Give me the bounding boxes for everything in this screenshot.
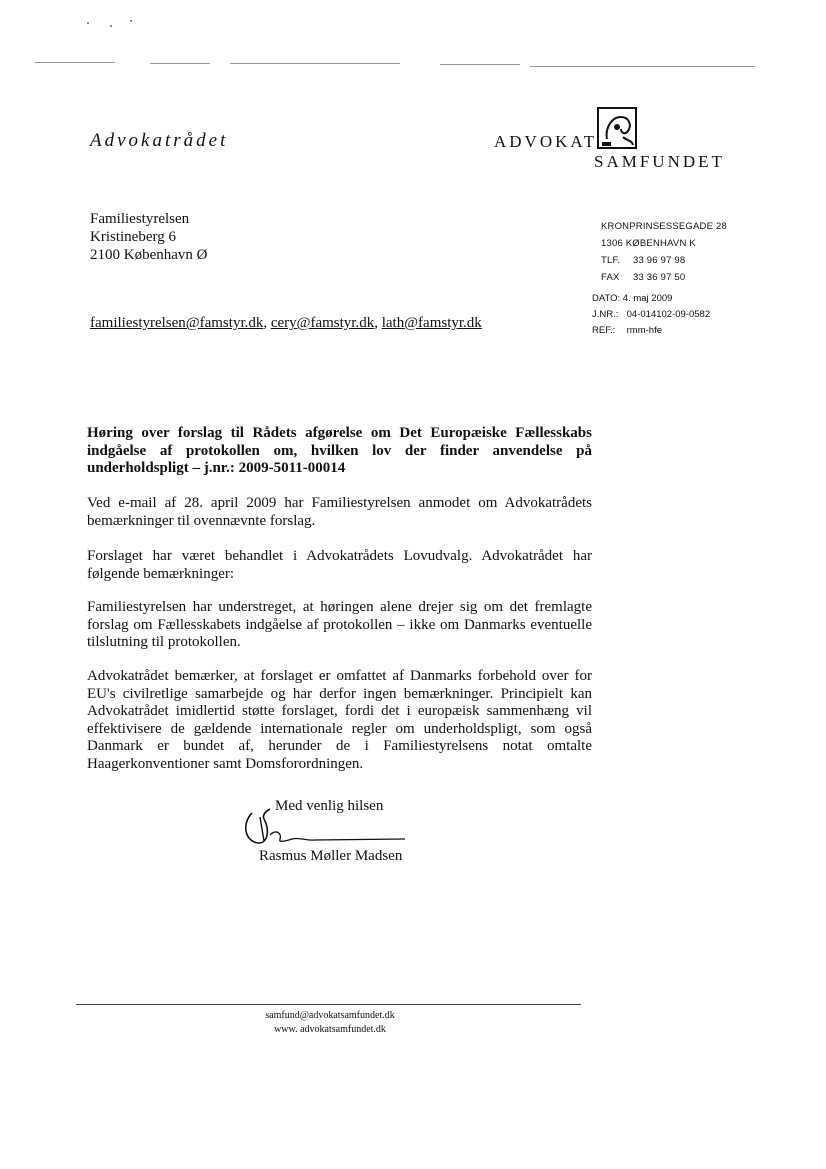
- letter-paragraph-1: Ved e-mail af 28. april 2009 har Familiestyrelsen anmodet om Advokatrådets bemærkninger til ovennævnte forslag.: [87, 495, 592, 529]
- footer-divider: [76, 1004, 581, 1005]
- sender-city: 1306 KØBENHAVN K: [601, 238, 696, 249]
- advokatraadet-heading: Advokatrådet: [90, 130, 229, 151]
- recipient-name: Familiestyrelsen: [90, 211, 190, 227]
- letter-paragraph-3: Familiestyrelsen har understreget, at høringen alene drejer sig om det fremlagte forslag om Fællesskabets indgåelse af protokollen – ikke om Danmarks eventuelle tilslutning til protokollen.: [87, 599, 592, 650]
- ref-label: REF.:: [592, 325, 616, 336]
- email-link-cery[interactable]: cery@famstyr.dk: [270, 315, 375, 331]
- letter-subject: Høring over forslag til Rådets afgørelse om Det Europæiske Fællesskabs indgåelse af protokollen om, hvilken lov der finder anvendelse på underholdspligt – j.nr.: 2009-5011-00014: [87, 425, 592, 476]
- logo-word-advokat: ADVOKAT: [494, 132, 598, 151]
- jnr-label: J.NR.:: [592, 309, 619, 320]
- email-link-lath[interactable]: lath@famstyr.dk: [381, 315, 482, 331]
- email-link-familiestyrelsen[interactable]: familiestyrelsen@famstyr.dk: [90, 315, 264, 331]
- jnr-value: 04-014102-09-0582: [626, 309, 711, 320]
- letter-paragraph-2: Forslaget har været behandlet i Advokatrådets Lovudvalg. Advokatrådet har følgende bemærkninger:: [87, 548, 592, 582]
- letter-paragraph-4: Advokatrådet bemærker, at forslaget er omfattet af Danmarks forbehold over for EU's civilretlige samarbejde og har derfor ingen bemærkninger. Principielt kan Advokatrådet imidlertid støtte forslaget, fordi det i europæisk sammenhæng vil effektivisere de gældende internationale regler om underholdspligt, som også Danmark er bundet af, herunder de i Familiestyrelsens notat omtalte Haagerkonventioner samt Domsforordningen.: [87, 668, 592, 772]
- jnr-row: [592, 307, 710, 323]
- date-row: [592, 291, 710, 307]
- phone-label: TLF.: [601, 255, 621, 266]
- recipient-city: 2100 København Ø: [90, 247, 208, 263]
- footer-website: www. advokatsamfundet.dk: [274, 1024, 386, 1035]
- date-value: 4. maj 2009: [622, 293, 673, 304]
- signer-name: Rasmus Møller Madsen: [259, 848, 403, 864]
- handwritten-signature: [240, 805, 410, 850]
- sender-fax: [601, 269, 727, 286]
- phone-value: 33 96 97 98: [633, 255, 686, 266]
- ref-row: [592, 323, 710, 339]
- ref-value: rmm-hfe: [626, 325, 663, 336]
- scan-artifact-dot: [87, 22, 89, 24]
- scan-artifact-line: [440, 64, 520, 65]
- sender-phone: [601, 252, 727, 269]
- fax-value: 33 36 97 50: [633, 272, 686, 283]
- scan-artifact-dot: [110, 25, 112, 27]
- footer-email: samfund@advokatsamfundet.dk: [265, 1010, 395, 1021]
- recipient-street: Kristineberg 6: [90, 229, 176, 245]
- sender-contact-block: [601, 218, 727, 286]
- fax-label: FAX: [601, 272, 620, 283]
- footer-contact: [240, 1009, 420, 1037]
- scan-artifact-line: [150, 63, 210, 64]
- sender-street: KRONPRINSESSEGADE 28: [601, 221, 727, 232]
- date-label: DATO:: [592, 293, 621, 304]
- recipient-address: [90, 210, 207, 264]
- email-list: [90, 315, 482, 332]
- email-separator: ,: [374, 315, 382, 331]
- closing-greeting: Med venlig hilsen: [275, 798, 384, 814]
- scan-artifact-dot: [130, 20, 132, 22]
- scan-artifact-line: [230, 63, 400, 64]
- logo-word-samfundet: SAMFUNDET: [594, 152, 725, 171]
- letter-metadata: [592, 291, 710, 339]
- samfundet-logo-icon: [597, 107, 637, 149]
- scan-artifact-line: [530, 66, 755, 67]
- scan-artifact-line: [35, 62, 115, 63]
- email-separator: ,: [263, 315, 271, 331]
